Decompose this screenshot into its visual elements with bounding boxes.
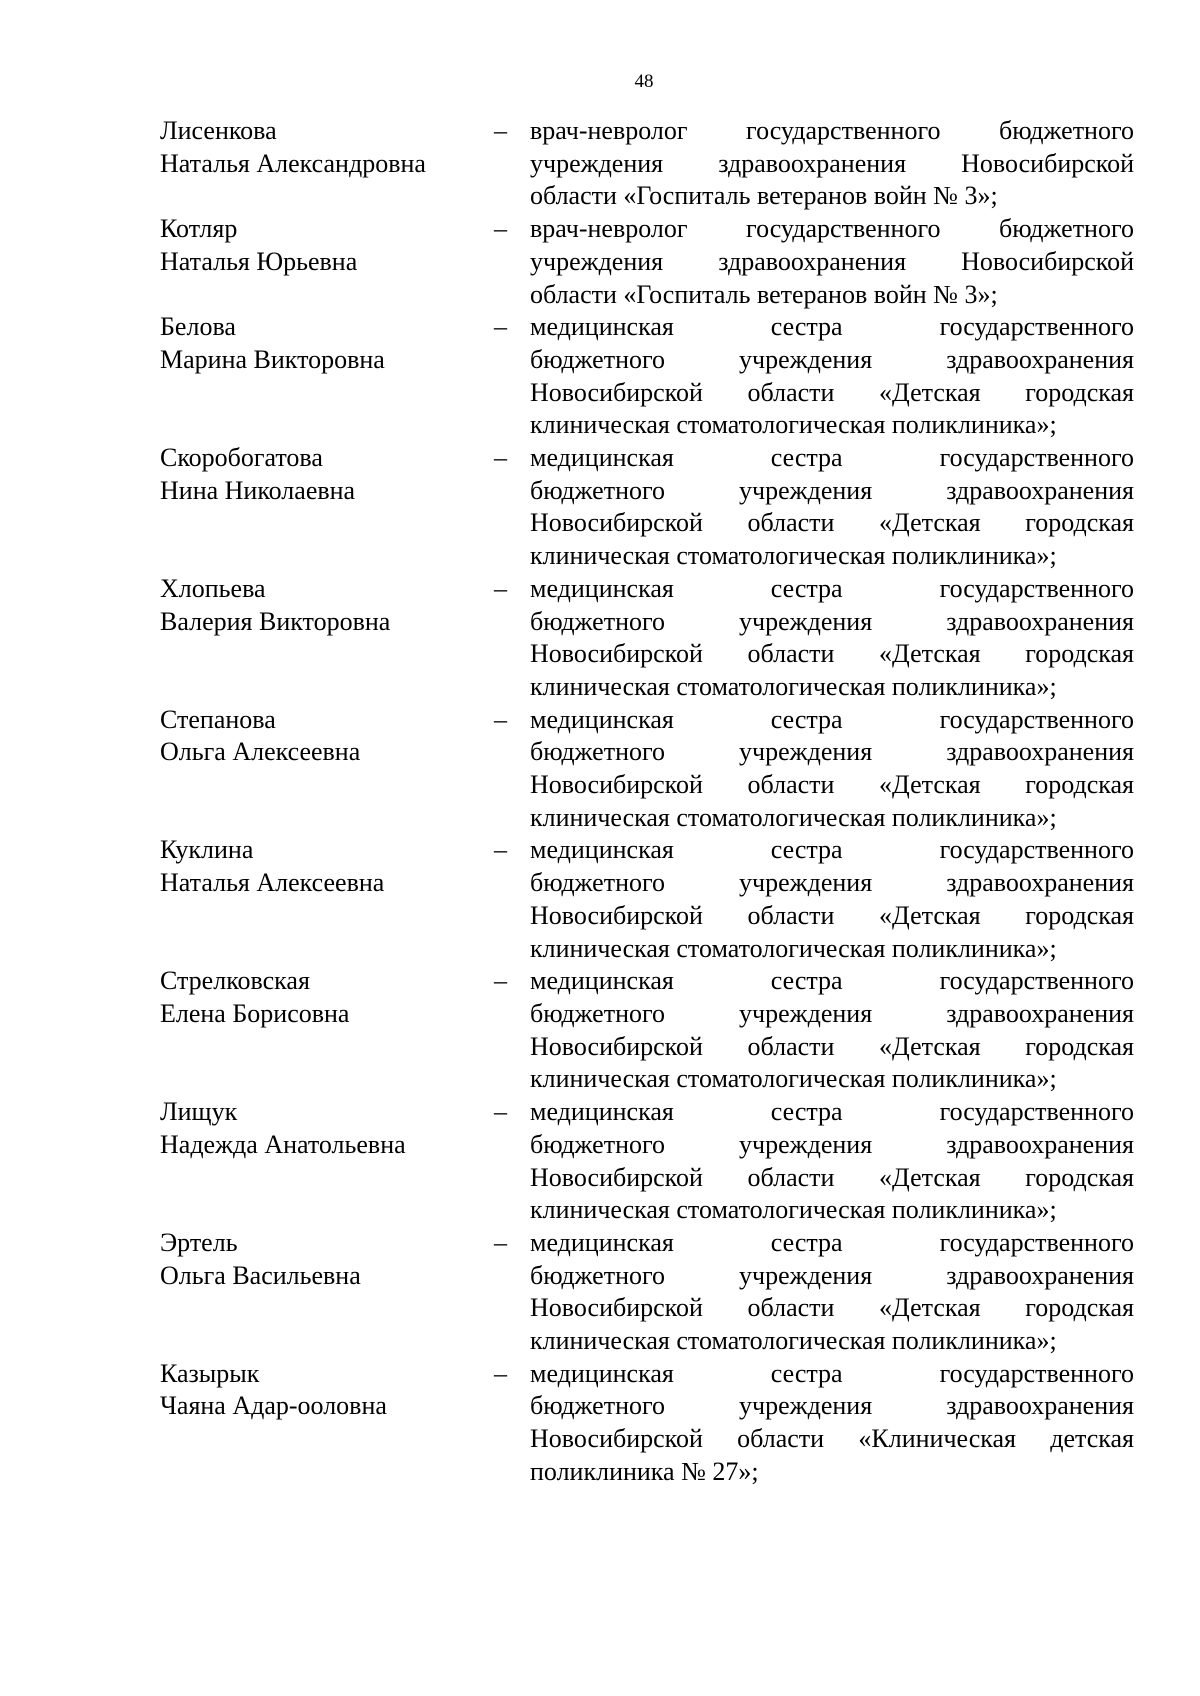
person-name: [160, 704, 494, 835]
position-line: бюджетного учреждения здравоохранения: [530, 1260, 1134, 1290]
person-name: [160, 573, 494, 704]
position-line: клиническая стоматологическая поликлиника»;: [530, 410, 1057, 440]
position-line: бюджетного учреждения здравоохранения: [530, 475, 1134, 505]
person-position: [530, 834, 1134, 965]
position-line: бюджетного учреждения здравоохранения: [530, 606, 1134, 636]
person-position: [530, 1096, 1134, 1227]
position-line: учреждения здравоохранения Новосибирской: [530, 148, 1134, 178]
position-line: Новосибирской области «Детская городская: [530, 1162, 1134, 1192]
list-item: [160, 213, 1134, 311]
person-given-name: Валерия Викторовна: [160, 606, 391, 636]
position-line: клиническая стоматологическая поликлиника»;: [530, 802, 1057, 832]
position-line: медицинская сестра государственного: [530, 1227, 1134, 1257]
position-line: Новосибирской области «Клиническая детская: [530, 1424, 1134, 1454]
position-line: клиническая стоматологическая поликлиника»;: [530, 1326, 1057, 1356]
list-item: [160, 834, 1134, 965]
person-given-name: Ольга Алексеевна: [160, 737, 361, 767]
position-line: бюджетного учреждения здравоохранения: [530, 998, 1134, 1028]
position-line: медицинская сестра государственного: [530, 704, 1134, 734]
person-name: [160, 834, 494, 965]
separator-dash: –: [494, 835, 507, 865]
position-line: клиническая стоматологическая поликлиника»;: [530, 1064, 1057, 1094]
position-line: медицинская сестра государственного: [530, 573, 1134, 603]
person-position: [530, 311, 1134, 442]
position-line: медицинская сестра государственного: [530, 966, 1134, 996]
person-position: [530, 442, 1134, 573]
position-line: области «Госпиталь ветеранов войн № 3»;: [530, 279, 998, 309]
person-given-name: Наталья Александровна: [160, 148, 426, 178]
position-line: медицинская сестра государственного: [530, 312, 1134, 342]
person-position: [530, 213, 1134, 311]
person-surname: Хлопьева: [160, 573, 266, 603]
position-line: Новосибирской области «Детская городская: [530, 1293, 1134, 1323]
person-given-name: Чаяна Адар-ооловна: [160, 1391, 387, 1421]
position-line: медицинская сестра государственного: [530, 1097, 1134, 1127]
person-surname: Скоробогатова: [160, 443, 323, 473]
position-line: врач-невролог государственного бюджетного: [530, 116, 1134, 145]
list-item: [160, 1358, 1134, 1489]
list-item: [160, 311, 1134, 442]
person-name: [160, 442, 494, 573]
person-position: [530, 965, 1134, 1096]
position-line: бюджетного учреждения здравоохранения: [530, 1391, 1134, 1421]
person-surname: Казырык: [160, 1358, 260, 1388]
person-position: [530, 1227, 1134, 1358]
list-item: [160, 1227, 1134, 1358]
person-given-name: Нина Николаевна: [160, 475, 356, 505]
person-name: [160, 311, 494, 442]
person-surname: Эртель: [160, 1227, 238, 1257]
list-item: [160, 1096, 1134, 1227]
person-surname: Стрелковская: [160, 966, 310, 996]
position-line: Новосибирской области «Детская городская: [530, 377, 1134, 407]
person-given-name: Наталья Алексеевна: [160, 868, 385, 898]
person-given-name: Марина Викторовна: [160, 344, 385, 374]
position-line: клиническая стоматологическая поликлиника»;: [530, 671, 1057, 701]
person-name: [160, 115, 494, 213]
position-line: области «Госпиталь ветеранов войн № 3»;: [530, 181, 998, 211]
separator-dash: –: [494, 443, 507, 473]
list-item: [160, 573, 1134, 704]
position-line: клиническая стоматологическая поликлиника»;: [530, 1195, 1057, 1225]
position-line: учреждения здравоохранения Новосибирской: [530, 246, 1134, 276]
person-position: [530, 1358, 1134, 1489]
position-line: медицинская сестра государственного: [530, 443, 1134, 473]
position-line: Новосибирской области «Детская городская: [530, 639, 1134, 669]
person-position: [530, 115, 1134, 213]
position-line: Новосибирской области «Детская городская: [530, 900, 1134, 930]
separator-dash: –: [494, 966, 507, 996]
separator-dash: –: [494, 214, 507, 244]
separator-dash: –: [494, 573, 507, 603]
separator-dash: –: [494, 1097, 507, 1127]
list-item: [160, 115, 1134, 213]
separator-dash: –: [494, 312, 507, 342]
separator-dash: –: [494, 704, 507, 734]
list-item: [160, 965, 1134, 1096]
position-line: бюджетного учреждения здравоохранения: [530, 1129, 1134, 1159]
person-surname: Белова: [160, 312, 236, 342]
person-given-name: Ольга Васильевна: [160, 1260, 361, 1290]
separator-dash: –: [494, 116, 507, 145]
position-line: Новосибирской области «Детская городская: [530, 1031, 1134, 1061]
person-surname: Степанова: [160, 704, 276, 734]
person-position: [530, 573, 1134, 704]
person-given-name: Надежда Анатольевна: [160, 1129, 406, 1159]
position-line: медицинская сестра государственного: [530, 835, 1134, 865]
person-name: [160, 213, 494, 311]
person-name: [160, 965, 494, 1096]
person-name: [160, 1358, 494, 1489]
page-number: 48: [634, 71, 654, 92]
person-surname: Лищук: [160, 1097, 238, 1127]
position-line: клиническая стоматологическая поликлиника»;: [530, 541, 1057, 571]
person-surname: Котляр: [160, 214, 238, 244]
member-list: [160, 115, 1134, 1489]
list-item: [160, 704, 1134, 835]
separator-dash: –: [494, 1358, 507, 1388]
person-position: [530, 704, 1134, 835]
list-item: [160, 442, 1134, 573]
position-line: Новосибирской области «Детская городская: [530, 508, 1134, 538]
position-line: поликлиника № 27»;: [530, 1456, 759, 1486]
position-line: клиническая стоматологическая поликлиника»;: [530, 933, 1057, 963]
person-surname: Лисенкова: [160, 116, 277, 145]
position-line: бюджетного учреждения здравоохранения: [530, 344, 1134, 374]
person-surname: Куклина: [160, 835, 254, 865]
separator-dash: –: [494, 1227, 507, 1257]
position-line: врач-невролог государственного бюджетного: [530, 214, 1134, 244]
person-given-name: Наталья Юрьевна: [160, 246, 358, 276]
person-name: [160, 1227, 494, 1358]
position-line: бюджетного учреждения здравоохранения: [530, 737, 1134, 767]
position-line: бюджетного учреждения здравоохранения: [530, 868, 1134, 898]
position-line: медицинская сестра государственного: [530, 1358, 1134, 1388]
person-given-name: Елена Борисовна: [160, 998, 350, 1028]
person-name: [160, 1096, 494, 1227]
position-line: Новосибирской области «Детская городская: [530, 770, 1134, 800]
